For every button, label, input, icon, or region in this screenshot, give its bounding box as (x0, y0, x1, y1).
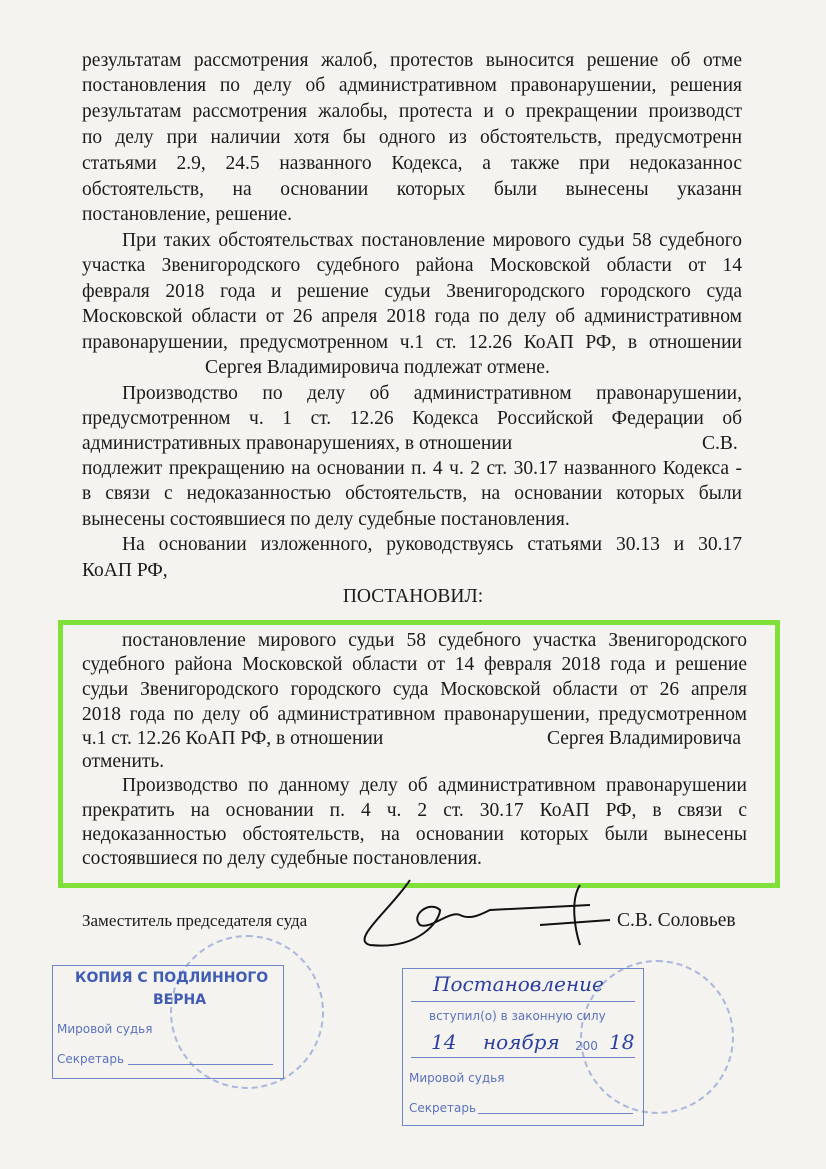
text-line: судебного района Московской области от 14 февраля 2018 года и решение (82, 654, 747, 675)
text-line: 2018 года по делу об административном правонарушении, предусмотренном (82, 704, 747, 725)
text-line: обстоятельств, на основании которых были вынесены указанн (82, 179, 742, 200)
handwritten-month: ноября (483, 1030, 560, 1054)
text-line: отменить. (82, 751, 165, 772)
text-line: участка Звенигородского судебного района Московской области от 14 (82, 255, 742, 276)
text-line: административных правонарушениях, в отношении (82, 433, 513, 454)
copy-stamp-title-2: ВЕРНА (153, 992, 207, 1008)
text-line: Сергея Владимировича подлежат отмене. (205, 357, 550, 378)
effective-stamp-judge-label: Мировой судья (409, 1071, 505, 1085)
copy-stamp-judge-label: Мировой судья (57, 1022, 153, 1036)
underline (411, 1001, 635, 1002)
text-line: в связи с недоказанностью обстоятельств, на основании которых были (82, 483, 742, 504)
handwritten-year: 18 (609, 1030, 635, 1054)
copy-stamp-secretary-label: Секретарь (57, 1052, 125, 1066)
text-line: Московской области от 26 апреля 2018 года по делу об административном (82, 306, 742, 327)
text-line: КоАП РФ, (82, 560, 168, 581)
effective-date-stamp (402, 968, 644, 1126)
copy-stamp (52, 965, 284, 1079)
copy-stamp-title: КОПИЯ С ПОДЛИННОГО (75, 970, 269, 986)
text-line: правонарушении, предусмотренном ч.1 ст. 12.26 КоАП РФ, в отношении (82, 332, 742, 353)
text-line: результатам рассмотрения жалобы, протеста и о прекращении производст (82, 101, 742, 122)
signature-line (478, 1113, 633, 1114)
text-line: февраля 2018 года и решение судьи Звенигородского городского суда (82, 281, 742, 302)
signature-drawing (330, 870, 650, 950)
text-line: постановление, решение. (82, 204, 293, 225)
text-line: Производство по делу об административном правонарушении, (122, 383, 742, 404)
text-line: вынесены состоявшиеся по делу судебные постановления. (82, 509, 570, 530)
text-line: по делу при наличии хотя бы одного из обстоятельств, предусмотренн (82, 127, 742, 148)
signature-name: С.В. Соловьев (617, 910, 736, 931)
text-line: постановления по делу об административном правонарушении, решения (82, 75, 742, 96)
text-line: состоявшиеся по делу судебные постановления. (82, 848, 482, 869)
section-title: ПОСТАНОВИЛ: (342, 586, 484, 607)
text-line: судьи Звенигородского городского суда Московской области от 26 апреля (82, 679, 747, 700)
text-line: На основании изложенного, руководствуясь статьями 30.13 и 30.17 (122, 534, 742, 555)
text-line: Производство по данному делу об административном правонарушении (122, 775, 747, 796)
text-line: С.В. (702, 433, 738, 454)
handwritten-document-type: Постановление (433, 972, 604, 996)
text-line: недоказанностью обстоятельств, на основании которых были вынесены (82, 824, 747, 845)
text-line: подлежит прекращению на основании п. 4 ч. 2 ст. 30.17 названного Кодекса - (82, 458, 742, 479)
text-line: При таких обстоятельствах постановление мирового судьи 58 судебного (122, 230, 742, 251)
text-line: ч.1 ст. 12.26 КоАП РФ, в отношении (82, 728, 384, 749)
effective-stamp-secretary-label: Секретарь (409, 1101, 477, 1115)
text-line: постановление мирового судьи 58 судебного участка Звенигородского (122, 630, 747, 651)
text-line: статьями 2.9, 24.5 названного Кодекса, а также при недоказаннос (82, 153, 742, 174)
effective-label: вступил(о) в законную силу (429, 1009, 606, 1023)
text-line: результатам рассмотрения жалоб, протестов выносится решение об отме (82, 50, 742, 71)
underline (411, 1057, 635, 1058)
handwritten-day: 14 (431, 1030, 457, 1054)
year-prefix: 200 (575, 1039, 598, 1053)
signature-line (128, 1064, 273, 1065)
signature-role: Заместитель председателя суда (82, 911, 308, 930)
text-line: Сергея Владимировича (547, 728, 742, 749)
text-line: предусмотренном ч. 1 ст. 12.26 Кодекса Российской Федерации об (82, 408, 742, 429)
text-line: прекратить на основании п. 4 ч. 2 ст. 30.17 КоАП РФ, в связи с (82, 800, 747, 821)
